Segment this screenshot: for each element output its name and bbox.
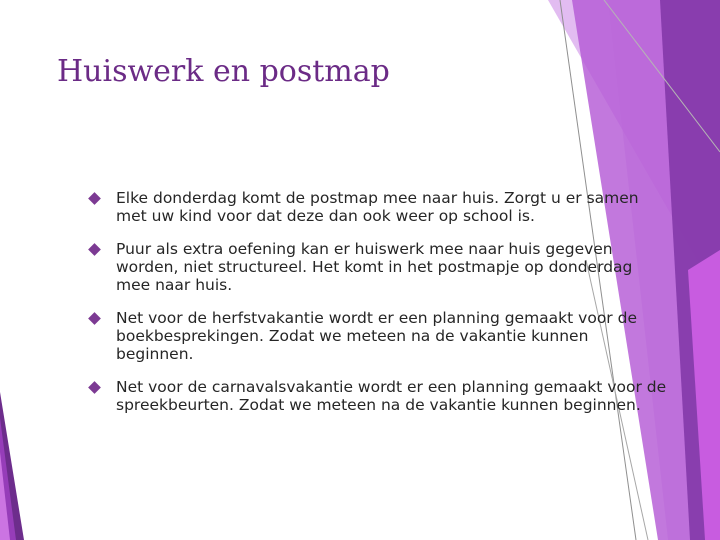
bullet-item	[90, 309, 670, 363]
bullet-text: Net voor de herfstvakantie wordt er een planning gemaakt voor de boekbesprekingen. Zodat we meteen na de vakantie kunnen beginnen.	[116, 309, 637, 363]
bullet-item	[90, 240, 670, 294]
slide-title: Huiswerk en postmap	[57, 54, 390, 89]
diamond-bullet-icon	[88, 192, 101, 205]
bullet-text: Puur als extra oefening kan er huiswerk mee naar huis gegeven worden, niet structureel. Het komt in het postmapje op donderdag mee naar huis.	[116, 240, 633, 294]
diamond-bullet-icon	[88, 381, 101, 394]
diamond-bullet-icon	[88, 243, 101, 256]
diamond-bullet-icon	[88, 312, 101, 325]
bullet-text: Elke donderdag komt de postmap mee naar huis. Zorgt u er samen met uw kind voor dat deze dan ook weer op school is.	[116, 189, 639, 225]
bullet-list	[90, 189, 670, 429]
bullet-item	[90, 378, 670, 414]
bullet-item	[90, 189, 670, 225]
bullet-text: Net voor de carnavalsvakantie wordt er een planning gemaakt voor de spreekbeurten. Zodat we meteen na de vakantie kunnen beginnen.	[116, 378, 667, 414]
